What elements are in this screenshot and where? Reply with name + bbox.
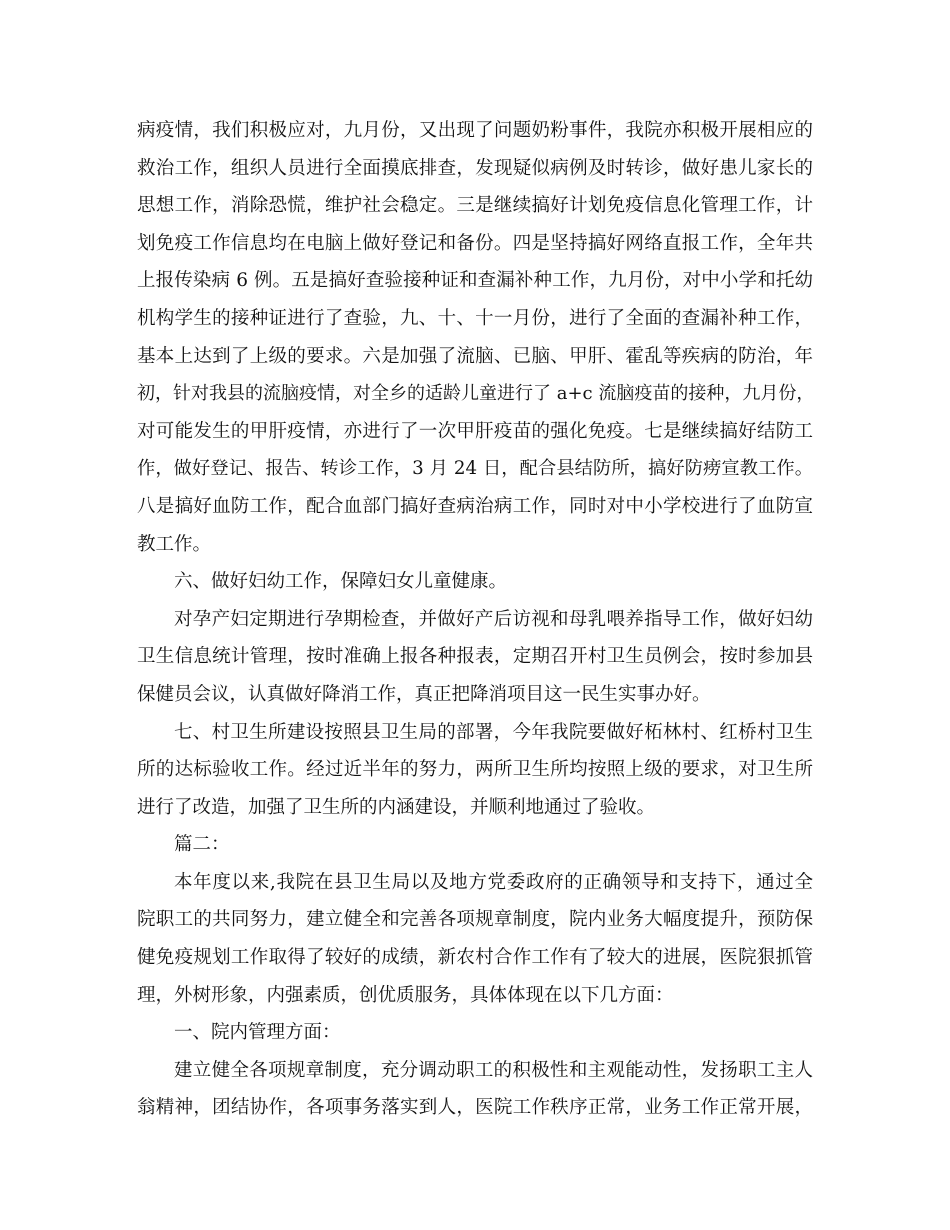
- text-line: 保健员会议，认真做好降消工作，真正把降消项目这一民生实事办好。: [137, 683, 711, 705]
- text-line: 机构学生的接种证进行了查验，九、十、十一月份，进行了全面的查漏补种工作，: [137, 307, 813, 329]
- text-line: 八是搞好血防工作，配合血部门搞好查病治病工作，同时对中小学校进行了血防宣: [137, 495, 813, 517]
- text-line: 本年度以来,我院在县卫生局以及地方党委政府的正确领导和支持下，通过全: [174, 871, 813, 893]
- text-line: 划免疫工作信息均在电脑上做好登记和备份。四是坚持搞好网络直报工作，全年共: [137, 232, 813, 254]
- text-line: 上报传染病 6 例。五是搞好查验接种证和查漏补种工作，九月份，对中小学和托幼: [137, 270, 813, 292]
- text-line: 六、做好妇幼工作，保障妇女儿童健康。: [174, 571, 508, 593]
- text-line: 对孕产妇定期进行孕期检查，并做好产后访视和母乳喂养指导工作，做好妇幼: [174, 608, 813, 630]
- text-line: 翁精神，团结协作，各项事务落实到人，医院工作秩序正常，业务工作正常开展，: [137, 1097, 813, 1119]
- text-line: 一、院内管理方面：: [174, 1022, 341, 1044]
- text-line: 病疫情，我们积极应对，九月份，又出现了问题奶粉事件，我院亦积极开展相应的: [137, 120, 813, 141]
- text-line: 进行了改造，加强了卫生所的内涵建设，并顺利地通过了验收。: [137, 796, 656, 818]
- text-line: 院职工的共同努力，建立健全和完善各项规章制度，院内业务大幅度提升，预防保: [137, 909, 813, 931]
- text-line: 救治工作，组织人员进行全面摸底排查，发现疑似病例及时转诊，做好患儿家长的: [137, 157, 813, 179]
- text-line: 七、村卫生所建设按照县卫生局的部署，今年我院要做好柘林村、红桥村卫生: [174, 721, 813, 743]
- text-line: 健免疫规划工作取得了较好的成绩，新农村合作工作有了较大的进展，医院狠抓管: [137, 947, 813, 969]
- document-body: [137, 112, 813, 1127]
- text-line: 教工作。: [137, 533, 212, 555]
- text-line: 基本上达到了上级的要求。六是加强了流脑、已脑、甲肝、霍乱等疾病的防治，年: [137, 345, 813, 367]
- text-line: 建立健全各项规章制度，充分调动职工的积极性和主观能动性，发扬职工主人: [174, 1059, 813, 1081]
- text-line: 篇二：: [174, 834, 230, 856]
- text-line: 所的达标验收工作。经过近半年的努力，两所卫生所均按照上级的要求，对卫生所: [137, 759, 813, 781]
- text-line: 卫生信息统计管理，按时准确上报各种报表，定期召开村卫生员例会，按时参加县: [137, 646, 813, 668]
- text-line: 初，针对我县的流脑疫情，对全乡的适龄儿童进行了 a+c 流脑疫苗的接种，九月份，: [137, 383, 815, 405]
- text-line: 理，外树形象，内强素质，创优质服务，具体体现在以下几方面：: [137, 984, 674, 1006]
- text-line: 思想工作，消除恐慌，维护社会稳定。三是继续搞好计划免疫信息化管理工作，计: [137, 195, 813, 217]
- text-line: 对可能发生的甲肝疫情，亦进行了一次甲肝疫苗的强化免疫。七是继续搞好结防工: [137, 420, 813, 442]
- text-line: 作，做好登记、报告、转诊工作，3 月 24 日，配合县结防所，搞好防痨宣教工作。: [137, 458, 813, 480]
